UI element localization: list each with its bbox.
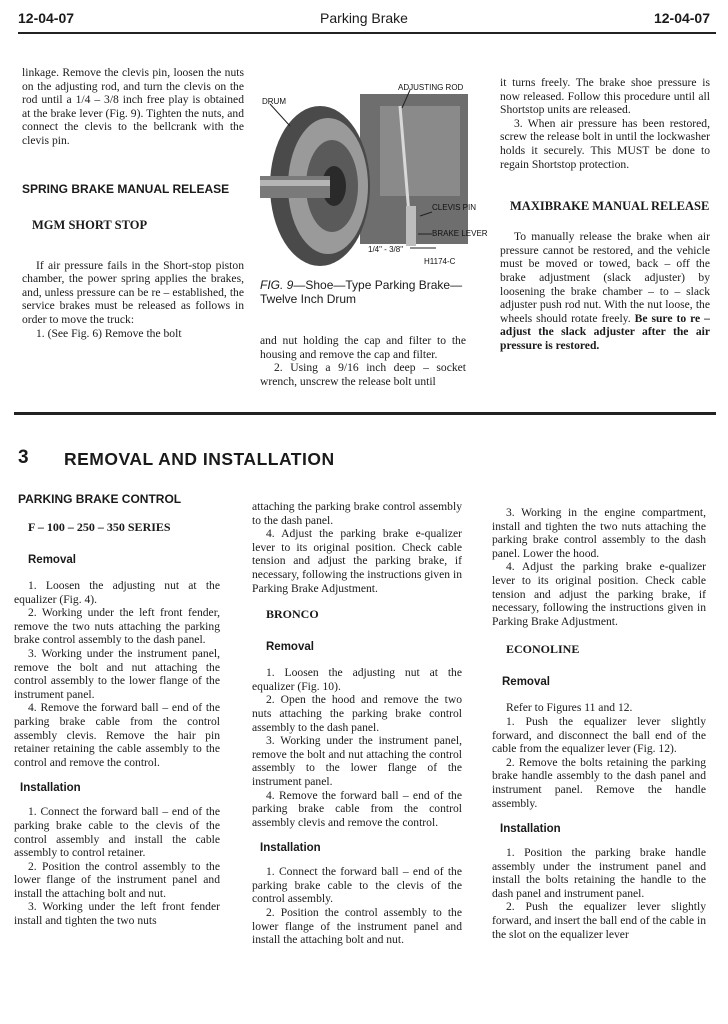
brake-drum-illustration: [260, 76, 488, 268]
heading-econoline: ECONOLINE: [506, 642, 580, 657]
heading-removal: Removal: [266, 641, 314, 654]
heading-bronco: BRONCO: [266, 607, 319, 622]
paragraph: it turns freely. The brake shoe pressure is now released. Follow this procedure until all Shortstop units are released.: [500, 76, 710, 117]
heading-removal: Removal: [28, 554, 76, 566]
bottom-column-3: [492, 506, 706, 941]
heading-installation: Installation: [500, 823, 561, 836]
header-rule: [18, 32, 716, 34]
paragraph: 1. Push the equalizer lever slightly forward, and disconnect the ball end of the cable from the equalizer lever (Fig. 12).: [492, 714, 706, 756]
heading-parking-brake-control: PARKING BRAKE CONTROL: [18, 492, 182, 506]
paragraph: 3. Working under the instrument panel, remove the bolt and nut attaching the control assembly to the lower flange of the instrument panel.: [14, 646, 220, 701]
top-column-1: [22, 66, 244, 340]
paragraph: 2. Working under the left front fender, remove the two nuts attaching the parking brake control assembly to the dash panel.: [14, 606, 220, 647]
page-number-left: 12-04-07: [18, 10, 75, 26]
paragraph: 1. Connect the forward ball – end of the parking brake cable to the clevis of the control assembly.: [252, 865, 462, 906]
paragraph: 4. Adjust the parking brake e-qualizer lever to its original position. Check cable tension and adjust the parking brake, if necessary, following the instructions given in Parking Brake Adjustment.: [252, 527, 462, 595]
paragraph: 1. Position the parking brake handle assembly under the instrument panel and install the bolts retaining the handle to the dash panel and instrument panel.: [492, 846, 706, 900]
heading-installation: Installation: [20, 782, 81, 795]
label-free-play: 1/4" - 3/8": [368, 245, 404, 254]
paragraph: 4. Remove the forward ball – end of the parking brake cable from the control assembly clevis. Remove the hair pin retainer retaining the cable assembly to the control and remove the control.: [14, 701, 220, 769]
heading-removal: Removal: [502, 676, 550, 689]
paragraph: 2. Open the hood and remove the two nuts attaching the parking brake control assembly to the dash panel.: [252, 693, 462, 734]
paragraph: 2. Position the control assembly to the lower flange of the instrument panel and install the attaching bolt and nut.: [14, 859, 220, 900]
bottom-column-1: [14, 492, 220, 928]
top-column-2: [260, 334, 466, 388]
heading-f-series: F – 100 – 250 – 350 SERIES: [28, 520, 171, 534]
paragraph: 4. Adjust the parking brake e-qualizer lever to its original position. Check cable tension and adjust the parking brake, if necessary, following the instructions given in Parking Brake Adjustment.: [492, 560, 706, 628]
paragraph: 3. Working under the left front fender install and tighten the two nuts: [14, 900, 220, 928]
heading-mgm-short-stop: MGM SHORT STOP: [32, 217, 148, 232]
label-figure-code: H1174-C: [424, 257, 456, 266]
paragraph: 2. Position the control assembly to the lower flange of the instrument panel and install the attaching bolt and nut.: [252, 906, 462, 947]
figure-9-caption: [260, 278, 470, 306]
top-column-3: [500, 76, 710, 353]
paragraph: If air pressure fails in the Short-stop piston chamber, the power spring applies the brakes, and, unless pressure can be re – established, the service brakes must be released as follows in order to move the truck:: [22, 258, 244, 326]
bottom-column-2: [252, 500, 462, 947]
label-brake-lever: BRAKE LEVER: [432, 229, 488, 238]
paragraph: 1. (See Fig. 6) Remove the bolt: [36, 326, 182, 340]
heading-installation: Installation: [260, 842, 321, 855]
heading-spring-brake: SPRING BRAKE MANUAL RELEASE: [22, 181, 230, 196]
paragraph: 2. Using a 9/16 inch deep – socket wrench, unscrew the release bolt until: [260, 361, 466, 388]
section-title: REMOVAL AND INSTALLATION: [64, 449, 335, 469]
paragraph: 1. Connect the forward ball – end of the parking brake cable to the clevis of the control assembly and install the cable assembly to control retainer.: [14, 805, 220, 860]
paragraph: 2. Remove the bolts retaining the parking brake handle assembly to the dash panel and instrument panel. Remove the handle assembly.: [492, 755, 706, 810]
heading-maxibrake: MAXIBRAKE MANUAL RELEASE: [510, 199, 710, 214]
paragraph: attaching the parking brake control assembly to the dash panel.: [252, 500, 462, 527]
paragraph: linkage. Remove the clevis pin, loosen the nuts on the adjusting rod, and turn the clevis on the rod until a 1/4 – 3/8 inch free play is obtained at the brake lever (Fig. 9). Tighten the nuts, and connect the clevis to the bellcrank with the clevis pin.: [22, 66, 244, 147]
paragraph: 2. Push the equalizer lever slightly forward, and insert the ball end of the cable in the slot on the equalizer lever: [492, 900, 706, 941]
paragraph: 4. Remove the forward ball – end of the parking brake cable from the control assembly clevis and remove the control.: [252, 788, 462, 829]
page-title: Parking Brake: [320, 10, 408, 26]
paragraph: To manually release the brake when air pressure cannot be restored, and the vehicle must be moved or towed, back – off the brake adjustment (slack adjuster) by loosening the brake chamber – to – slack adjuster push rod nut. With the nut loose, the wheels should rotate freely. Be sure to re – adjust the slack adjuster after the air pressure is restored.: [500, 230, 710, 352]
paragraph: 3. Working under the instrument panel, remove the bolt and nut attaching the control assembly to the lower flange of the instrument panel.: [252, 734, 462, 788]
section-rule: [14, 412, 716, 415]
page-number-right: 12-04-07: [653, 10, 710, 26]
paragraph: and nut holding the cap and filter to the housing and remove the cap and filter.: [260, 334, 466, 361]
paragraph: 1. Loosen the adjusting nut at the equalizer (Fig. 10).: [252, 666, 462, 693]
paragraph: 1. Loosen the adjusting nut at the equalizer (Fig. 4).: [14, 579, 220, 606]
label-drum: DRUM: [262, 97, 286, 106]
label-adjusting-rod: ADJUSTING ROD: [398, 83, 464, 92]
warning-text: Be sure to re – adjust the slack adjuster after the air pressure is restored.: [500, 311, 710, 352]
paragraph: 3. Working in the engine compartment, install and tighten the two nuts attaching the parking brake control assembly to the dash panel. Lower the hood.: [492, 506, 706, 560]
paragraph: 3. When air pressure has been restored, screw the release bolt in until the lockwasher holds it securely. This MUST be done to regain Shortstop protection.: [500, 116, 710, 171]
paragraph: Refer to Figures 11 and 12.: [506, 701, 633, 715]
label-clevis-pin: CLEVIS PIN: [432, 203, 477, 212]
section-number: 3: [18, 447, 29, 468]
figure-9-parking-brake-drum: [260, 76, 488, 268]
caption-prefix: FIG. 9: [260, 278, 294, 292]
caption-text: —Shoe—Type Parking Brake—Twelve Inch Drum: [260, 278, 463, 306]
